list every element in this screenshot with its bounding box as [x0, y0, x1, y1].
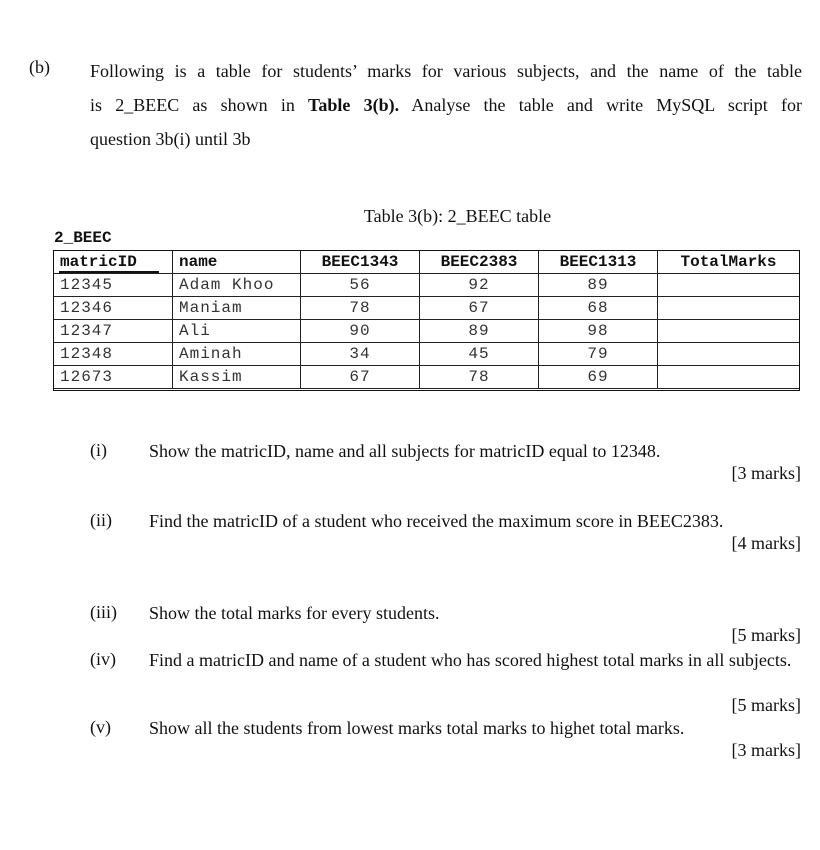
question-marks-4: [5 marks]	[731, 695, 801, 715]
question-marks-5: [3 marks]	[731, 740, 801, 760]
table-header-row	[54, 251, 800, 274]
cell-totalmarks	[658, 366, 800, 389]
question-number-1: (i)	[90, 440, 107, 460]
question-text-2: Find the matricID of a student who received the maximum score in BEEC2383.	[149, 511, 724, 531]
cell-beec1343: 90	[301, 320, 420, 343]
cell-beec1313: 89	[539, 274, 658, 297]
question-text-4: Find a matricID and name of a student who has scored highest total marks in all subjects.	[149, 650, 792, 670]
cell-totalmarks	[658, 343, 800, 366]
question-marks-3: [5 marks]	[731, 625, 801, 645]
question-marks-1: [3 marks]	[731, 463, 801, 483]
cell-beec1313: 98	[539, 320, 658, 343]
table-row	[54, 343, 800, 366]
cell-name: Maniam	[173, 297, 301, 320]
cell-beec1343: 56	[301, 274, 420, 297]
cell-beec1313: 79	[539, 343, 658, 366]
cell-beec2383: 78	[420, 366, 539, 389]
primary-key-underline	[59, 271, 159, 273]
cell-beec2383: 67	[420, 297, 539, 320]
col-header-beec1343: BEEC1343	[301, 251, 420, 274]
cell-beec2383: 92	[420, 274, 539, 297]
cell-matricid: 12346	[54, 297, 173, 320]
table-caption: Table 3(b): 2_BEEC table	[363, 206, 552, 226]
marks-table	[53, 250, 800, 389]
section-label: (b)	[29, 57, 50, 77]
col-header-name: name	[173, 251, 301, 274]
cell-matricid: 12347	[54, 320, 173, 343]
table-row	[54, 274, 800, 297]
cell-beec1343: 67	[301, 366, 420, 389]
table-row	[54, 297, 800, 320]
question-text-3: Show the total marks for every students.	[149, 603, 440, 623]
intro-paragraph	[90, 54, 802, 156]
cell-beec1313: 69	[539, 366, 658, 389]
table-name: 2_BEEC	[54, 229, 112, 247]
question-text-1: Show the matricID, name and all subjects for matricID equal to 12348.	[149, 441, 661, 461]
intro-line-2-start: is 2_BEEC as shown in	[90, 95, 295, 115]
cell-beec1343: 78	[301, 297, 420, 320]
table-row	[54, 320, 800, 343]
intro-line-2-end: Analyse the table and write MySQL script for	[411, 95, 803, 115]
col-header-beec1313: BEEC1313	[539, 251, 658, 274]
intro-line-3: question 3b(i) until 3b	[90, 129, 251, 149]
cell-matricid: 12345	[54, 274, 173, 297]
cell-totalmarks	[658, 297, 800, 320]
cell-totalmarks	[658, 320, 800, 343]
cell-name: Kassim	[173, 366, 301, 389]
col-header-totalmarks: TotalMarks	[658, 251, 800, 274]
col-header-matricid: matricID	[54, 251, 173, 274]
table-row	[54, 366, 800, 389]
question-number-3: (iii)	[90, 602, 117, 622]
cell-beec1343: 34	[301, 343, 420, 366]
cell-name: Aminah	[173, 343, 301, 366]
cell-name: Adam Khoo	[173, 274, 301, 297]
cell-name: Ali	[173, 320, 301, 343]
cell-beec2383: 89	[420, 320, 539, 343]
cell-totalmarks	[658, 274, 800, 297]
question-number-5: (v)	[90, 717, 111, 737]
question-number-4: (iv)	[90, 649, 116, 669]
cell-matricid: 12348	[54, 343, 173, 366]
cell-matricid: 12673	[54, 366, 173, 389]
cell-beec2383: 45	[420, 343, 539, 366]
cell-beec1313: 68	[539, 297, 658, 320]
question-text-5: Show all the students from lowest marks total marks to highet total marks.	[149, 718, 685, 738]
intro-line-2	[90, 88, 802, 122]
table-reference: Table 3(b).	[308, 95, 400, 115]
question-number-2: (ii)	[90, 510, 112, 530]
intro-line-1: Following is a table for students’ marks for various subjects, and the name of the table	[90, 61, 802, 81]
question-marks-2: [4 marks]	[731, 533, 801, 553]
col-header-beec2383: BEEC2383	[420, 251, 539, 274]
